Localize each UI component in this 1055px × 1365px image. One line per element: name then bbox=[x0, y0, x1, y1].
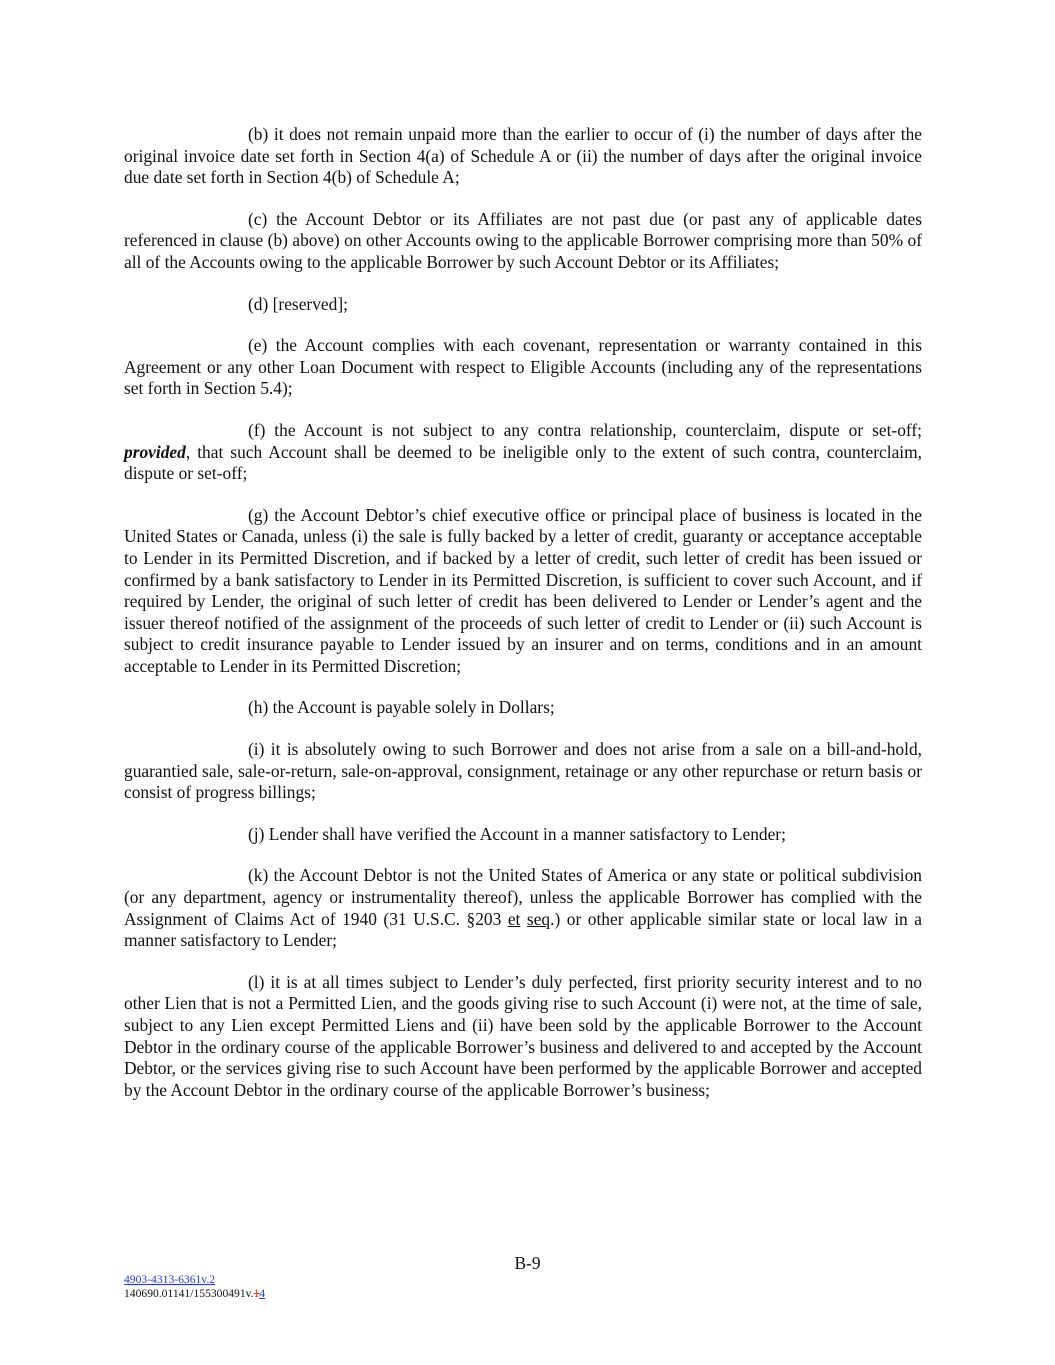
clause-k-seq: seq bbox=[526, 908, 551, 929]
clause-k-et: et bbox=[507, 908, 521, 929]
clause-f bbox=[124, 420, 922, 485]
footer-doc-id-prefix: 140690.01141/155300491v. bbox=[124, 1287, 254, 1300]
clause-f-provided: provided bbox=[124, 441, 186, 462]
clause-k-text-end: .) or other applicable similar state or local law in a manner satisfactory to Lender; bbox=[124, 908, 922, 951]
footer bbox=[124, 1273, 265, 1301]
page-number: B-9 bbox=[514, 1253, 541, 1273]
clause-e: (e) the Account complies with each covenant, representation or warranty contained in this Agreement or any other Loan Document with respect to Eligible Accounts (including any of the representations set forth in Section 5.4); bbox=[124, 335, 922, 399]
footer-inserted-version: 4 bbox=[259, 1287, 266, 1300]
clause-j: (j) Lender shall have verified the Account in a manner satisfactory to Lender; bbox=[248, 823, 786, 844]
clause-d: (d) [reserved]; bbox=[248, 293, 348, 314]
document-body bbox=[124, 124, 922, 1101]
clause-l: (l) it is at all times subject to Lender’s duly perfected, first priority security interest and to no other Lien that is not a Permitted Lien, and the goods giving rise to such Account (i) were not, at the time of sale, subject to any Lien except Permitted Liens and (ii) have been sold by the applicable Borrower to the Account Debtor in the ordinary course of the applicable Borrower’s business and delivered to and accepted by the Account Debtor, or the services giving rise to such Account have been performed by the applicable Borrower and accepted by the Account Debtor in the ordinary course of the applicable Borrower’s business; bbox=[124, 971, 922, 1100]
clause-c: (c) the Account Debtor or its Affiliates are not past due (or past any of applicable dates referenced in clause (b) above) on other Accounts owing to the applicable Borrower comprising more than 50% of all of the Accounts owing to the applicable Borrower by such Account Debtor or its Affiliates; bbox=[124, 208, 922, 272]
clause-f-text-end: , that such Account shall be deemed to be ineligible only to the extent of such contra, counterclaim, dispute or set-off; bbox=[124, 441, 922, 484]
clause-b: (b) it does not remain unpaid more than the earlier to occur of (i) the number of days after the original invoice date set forth in Section 4(a) of Schedule A or (ii) the number of days after the original invoice due date set forth in Section 4(b) of Schedule A; bbox=[124, 124, 922, 188]
clause-k bbox=[124, 865, 922, 951]
footer-deleted-version: 1 bbox=[253, 1287, 260, 1300]
clause-h: (h) the Account is payable solely in Dollars; bbox=[248, 697, 555, 718]
footer-doc-id bbox=[124, 1287, 265, 1301]
clause-g: (g) the Account Debtor’s chief executive office or principal place of business is located in the United States or Canada, unless (i) the sale is fully backed by a letter of credit, guaranty or acceptance acceptable to Lender in its Permitted Discretion, and if backed by a letter of credit, such letter of credit has been issued or confirmed by a bank satisfactory to Lender in its Permitted Discretion, is sufficient to cover such Account, and if required by Lender, the original of such letter of credit has been delivered to Lender or Lender’s agent and the issuer thereof notified of the assignment of the proceeds of such letter of credit to Lender or (ii) such Account is subject to credit insurance payable to Lender issued by an insurer and on terms, conditions and in an amount acceptable to Lender in its Permitted Discretion; bbox=[124, 504, 922, 676]
clause-f-text-start: (f) the Account is not subject to any contra relationship, counterclaim, dispute or set-off; bbox=[248, 419, 922, 440]
clause-i: (i) it is absolutely owing to such Borrower and does not arise from a sale on a bill-and-hold, guarantied sale, sale-or-return, sale-on-approval, consignment, retainage or any other repurchase or return basis or consist of progress billings; bbox=[124, 739, 922, 803]
clause-k-text-start: (k) the Account Debtor is not the United States of America or any state or political subdivision (or any department, agency or instrumentality thereof), unless the applicable Borrower has complied with the Assignment of Claims Act of 1940 (31 U.S.C. §203 bbox=[124, 865, 922, 929]
footer-doc-id-new: 4903-4313-6361v.2 bbox=[124, 1273, 216, 1286]
